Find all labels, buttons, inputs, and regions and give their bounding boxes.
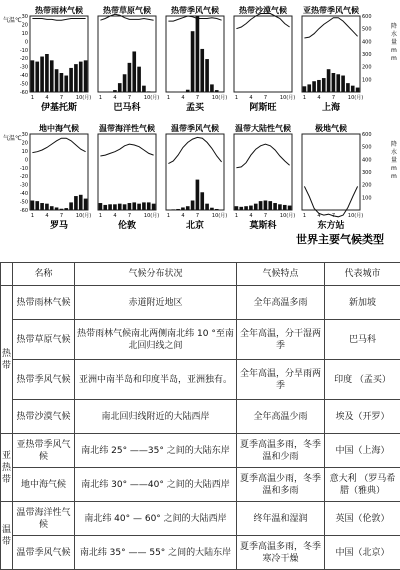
precip-bar (45, 204, 49, 210)
precip-bar (113, 204, 117, 210)
row-features: 终年温和湿润 (237, 502, 325, 536)
chart-city: 北京 (186, 219, 204, 231)
month-tick: 4 (113, 213, 116, 219)
month-tick: 7 (332, 213, 335, 219)
month-tick: 1 (99, 95, 102, 101)
precip-bar (69, 68, 73, 92)
precip-bar (128, 63, 132, 92)
month-tick: 10(月) (76, 212, 91, 219)
month-tick: 10(月) (280, 94, 295, 101)
month-tick: 10(月) (348, 94, 363, 101)
header-distribution: 气候分布状况 (75, 263, 237, 286)
precip-bar (79, 62, 83, 92)
row-features: 全年高温多雨 (237, 286, 325, 320)
chart-city: 巴马科 (113, 101, 141, 113)
precip-tick: 500 (362, 145, 372, 151)
temp-tick: 0 (25, 157, 28, 163)
precip-bar (108, 204, 112, 210)
precip-bar (200, 192, 204, 210)
month-tick: 10(月) (144, 212, 159, 219)
precip-bar (303, 86, 307, 92)
precip-bar (74, 196, 78, 210)
month-tick: 7 (128, 95, 131, 101)
chart-frame (234, 16, 292, 92)
climate-chart (30, 123, 91, 231)
precip-bar (336, 74, 340, 92)
temp-tick: 10 (22, 149, 28, 155)
precip-bar (191, 31, 195, 92)
chart-title: 温带海洋性气候 (98, 123, 155, 133)
temp-line (32, 19, 85, 21)
precip-bar (259, 201, 263, 210)
chart-title: 亚热带季风气候 (303, 5, 359, 15)
climate-chart (166, 5, 227, 113)
month-tick: 1 (31, 213, 34, 219)
precip-bar (137, 67, 141, 92)
row-name: 温带季风气候 (13, 536, 75, 570)
header-blank (1, 263, 13, 286)
month-tick: 10(月) (280, 212, 295, 219)
precip-bar (45, 54, 49, 92)
row-city: 意大利 （罗马希腊（雅典） (325, 468, 400, 502)
chart-title: 极地气候 (314, 123, 347, 133)
precip-bar (40, 203, 44, 210)
header-city: 代表城市 (325, 263, 400, 286)
precip-bar (264, 201, 268, 211)
chart-frame (302, 16, 360, 92)
table-row (1, 502, 400, 536)
precip-bar (113, 90, 117, 92)
month-tick: 10(月) (212, 94, 227, 101)
row-city: 印度 （孟买） (325, 360, 400, 400)
precip-bar (60, 73, 64, 92)
precip-tick: 400 (362, 39, 372, 45)
chart-city: 东方站 (317, 219, 344, 231)
month-tick: 1 (167, 213, 170, 219)
precip-axis-label: 降水量 m m (391, 140, 397, 180)
group-tropical: 热带 (1, 286, 13, 434)
precip-bar (268, 201, 272, 210)
precip-bar (103, 205, 107, 210)
temp-line (168, 137, 221, 163)
chart-city: 罗马 (50, 219, 68, 231)
header-features: 气候特点 (237, 263, 325, 286)
chart-frame (98, 16, 156, 92)
row-distribution: 南北纬 40° — 60° 之间的大陆西岸 (75, 502, 237, 536)
precip-bar (152, 204, 156, 210)
precip-bar (283, 205, 287, 210)
precip-tick: 500 (362, 27, 372, 33)
precip-bar (215, 209, 219, 210)
precip-bar (215, 90, 219, 92)
precip-tick: 300 (362, 170, 372, 176)
temp-tick: 10 (22, 31, 28, 37)
row-features: 夏季高温多雨，冬季寒冷干燥 (237, 536, 325, 570)
row-features: 夏季高温少雨，冬季温和多雨 (237, 468, 325, 502)
precip-tick: 200 (362, 65, 372, 71)
temp-line (32, 138, 85, 152)
temp-line (100, 144, 153, 156)
month-tick: 10(月) (212, 212, 227, 219)
month-tick: 4 (113, 95, 116, 101)
figure-caption: 世界主要气候类型 (296, 232, 384, 246)
row-name: 热带沙漠气候 (13, 400, 75, 434)
precip-bar (191, 201, 195, 211)
precip-bar (210, 84, 214, 92)
row-city: 英国（伦敦） (325, 502, 400, 536)
precip-bar (254, 204, 258, 210)
row-features: 夏季高温多雨，冬季温和少雨 (237, 434, 325, 468)
precip-bar (137, 204, 141, 210)
precip-bar (142, 202, 146, 210)
chart-title: 热带雨林气候 (35, 5, 83, 15)
month-tick: 10(月) (144, 94, 159, 101)
table-row (1, 360, 400, 400)
precip-bar (50, 60, 54, 92)
temp-line (236, 144, 289, 168)
precip-bar (118, 204, 122, 210)
row-name: 热带雨林气候 (13, 286, 75, 320)
month-tick: 4 (317, 213, 320, 219)
chart-city: 上海 (322, 101, 341, 113)
precip-bar (31, 60, 35, 92)
table-row (1, 320, 400, 360)
precip-bar (176, 209, 180, 210)
climate-chart (166, 123, 227, 231)
row-name: 地中海气候 (13, 468, 75, 502)
precip-bar (55, 69, 59, 92)
climate-chart (98, 123, 159, 231)
row-name: 温带海洋性气候 (13, 502, 75, 536)
row-name: 热带草原气候 (13, 320, 75, 360)
precip-bar (171, 209, 175, 210)
precip-bar (307, 84, 311, 92)
precip-bar (200, 49, 204, 92)
precip-bar (40, 57, 44, 92)
month-tick: 7 (60, 95, 63, 101)
precip-tick: 200 (362, 183, 372, 189)
month-tick: 4 (249, 95, 252, 101)
precip-bar (317, 80, 321, 92)
chart-title: 地中海气候 (39, 123, 79, 133)
row-distribution: 南北纬 25° ——35° 之间的大陆东岸 (75, 434, 237, 468)
precip-bar (327, 69, 331, 92)
precip-tick: 100 (362, 77, 372, 83)
temp-tick: 0 (25, 39, 28, 45)
temp-tick: -60 (20, 208, 28, 214)
precip-tick: 300 (362, 52, 372, 58)
precip-bar (60, 209, 64, 210)
month-tick: 7 (196, 213, 199, 219)
precip-bar (332, 73, 336, 92)
precip-bar (181, 207, 185, 210)
climate-chart (234, 5, 295, 113)
temp-tick: -30 (20, 183, 28, 189)
temp-tick: -20 (20, 174, 28, 180)
row-city: 中国（北京） (325, 536, 400, 570)
precip-bar (123, 74, 127, 92)
precip-bar (351, 86, 355, 92)
temp-line (304, 18, 357, 38)
row-name: 亚热带季风气候 (13, 434, 75, 468)
precip-bar (186, 90, 190, 92)
climate-chart (234, 123, 295, 231)
row-city: 中国（上海） (325, 434, 400, 468)
month-tick: 7 (332, 95, 335, 101)
table-row (1, 434, 400, 468)
precip-bar (123, 204, 127, 210)
month-tick: 4 (45, 95, 48, 101)
precip-bar (128, 203, 132, 210)
precip-bar (322, 78, 326, 92)
precip-bar (35, 62, 39, 92)
precip-bar (205, 59, 209, 92)
precip-bar (278, 204, 282, 210)
temp-tick: -20 (20, 56, 28, 62)
table-row (1, 400, 400, 434)
precip-bar (74, 64, 78, 92)
month-tick: 4 (181, 95, 184, 101)
precip-bar (84, 199, 88, 210)
month-tick: 4 (317, 95, 320, 101)
precip-bar (147, 91, 151, 92)
temp-line (100, 14, 153, 20)
month-tick: 1 (31, 95, 34, 101)
group-subtropical: 亚热带 (1, 434, 13, 502)
precip-bar (273, 203, 277, 210)
precip-tick: 100 (362, 195, 372, 201)
temp-tick: -60 (20, 90, 28, 96)
precip-bar (84, 60, 88, 92)
row-distribution: 南北纬 30° ——40° 之间的大陆西岸 (75, 468, 237, 502)
month-tick: 1 (99, 213, 102, 219)
precip-axis-label: 降水量 m m (391, 22, 397, 62)
precip-bar (99, 203, 103, 210)
chart-title: 热带季风气候 (171, 5, 219, 15)
month-tick: 7 (60, 213, 63, 219)
precip-bar (196, 16, 200, 92)
temp-tick: 30 (22, 132, 28, 138)
month-tick: 10(月) (76, 94, 91, 101)
temp-tick: -40 (20, 191, 28, 197)
precip-bar (69, 202, 73, 210)
temp-tick: 30 (22, 14, 28, 20)
row-city: 新加坡 (325, 286, 400, 320)
precip-bar (235, 206, 239, 210)
month-tick: 1 (167, 95, 170, 101)
chart-city: 伊基托斯 (40, 101, 77, 113)
temp-axis-label: 气温℃ (3, 16, 22, 24)
precip-bar (288, 206, 292, 210)
chart-city: 孟买 (186, 101, 205, 113)
table-header-row (1, 263, 400, 286)
chart-frame (166, 16, 224, 92)
chart-city: 莫斯科 (249, 219, 277, 231)
chart-frame (302, 134, 360, 210)
precip-bar (244, 206, 248, 210)
row-features: 全年高温，分干湿两季 (237, 320, 325, 360)
row-distribution: 南北纬 35° —— 55° 之间的大陆东岸 (75, 536, 237, 570)
climate-figure (0, 0, 400, 260)
precip-bar (55, 207, 59, 210)
temp-tick: 20 (22, 140, 28, 146)
precip-bar (186, 206, 190, 210)
row-distribution: 亚洲中南半岛和印度半岛，亚洲独有。 (75, 360, 237, 400)
chart-frame (166, 134, 224, 210)
precip-bar (50, 206, 54, 210)
precip-bar (312, 81, 316, 92)
precip-bar (64, 76, 68, 92)
month-tick: 1 (303, 95, 306, 101)
row-features: 全年高温，分旱雨两季 (237, 360, 325, 400)
precip-tick: 600 (362, 14, 372, 20)
row-distribution: 热带雨林气候南北两侧南北纬 10 °至南北回归线之间 (75, 320, 237, 360)
precip-tick: 400 (362, 157, 372, 163)
temp-tick: -40 (20, 73, 28, 79)
precip-bar (210, 208, 214, 210)
precip-bar (35, 201, 39, 210)
row-name: 热带季风气候 (13, 360, 75, 400)
table-row (1, 468, 400, 502)
row-distribution: 赤道附近地区 (75, 286, 237, 320)
month-tick: 4 (249, 213, 252, 219)
precip-bar (239, 207, 243, 210)
temp-tick: -30 (20, 65, 28, 71)
precip-bar (142, 86, 146, 92)
precip-bar (132, 202, 136, 210)
month-tick: 4 (181, 213, 184, 219)
precip-bar (31, 201, 35, 211)
chart-title: 热带草原气候 (103, 5, 151, 15)
table-row (1, 286, 400, 320)
row-distribution: 南北回归线附近的大陆西岸 (75, 400, 237, 434)
climate-chart (302, 5, 363, 113)
precip-tick: 600 (362, 132, 372, 138)
precip-bar (205, 204, 209, 210)
month-tick: 10(月) (348, 212, 363, 219)
row-city: 巴马科 (325, 320, 400, 360)
precip-bar (147, 202, 151, 210)
month-tick: 7 (128, 213, 131, 219)
table-row (1, 536, 400, 570)
precip-bar (118, 83, 122, 92)
precip-bar (249, 206, 253, 210)
row-city: 埃及（开罗） (325, 400, 400, 434)
climate-chart (30, 5, 91, 113)
precip-bar (79, 195, 83, 210)
month-tick: 1 (303, 213, 306, 219)
climate-chart (98, 5, 159, 113)
temp-line (168, 16, 221, 21)
chart-title: 温带季风气候 (170, 123, 219, 133)
chart-city: 阿斯旺 (249, 101, 276, 113)
group-temperate: 温带 (1, 502, 13, 570)
temp-tick: -10 (20, 166, 28, 172)
header-name: 名称 (13, 263, 75, 286)
climate-table (0, 262, 400, 570)
month-tick: 7 (196, 95, 199, 101)
temp-tick: -10 (20, 48, 28, 54)
precip-bar (132, 51, 136, 92)
temp-tick: 20 (22, 22, 28, 28)
month-tick: 1 (235, 213, 238, 219)
month-tick: 7 (264, 95, 267, 101)
chart-city: 伦敦 (118, 219, 136, 231)
precip-bar (64, 208, 68, 210)
temp-tick: -50 (20, 200, 28, 206)
temp-axis-label: 气温℃ (3, 134, 22, 142)
month-tick: 7 (264, 213, 267, 219)
precip-bar (196, 180, 200, 210)
chart-title: 温带大陆性气候 (234, 123, 291, 133)
climate-chart (302, 123, 363, 231)
temp-tick: -50 (20, 82, 28, 88)
precip-bar (356, 88, 360, 92)
precip-bar (346, 83, 350, 92)
precip-bar (341, 76, 345, 92)
month-tick: 4 (45, 213, 48, 219)
chart-title: 热带沙漠气候 (239, 5, 287, 15)
row-features: 全年高温少雨 (237, 400, 325, 434)
month-tick: 1 (235, 95, 238, 101)
